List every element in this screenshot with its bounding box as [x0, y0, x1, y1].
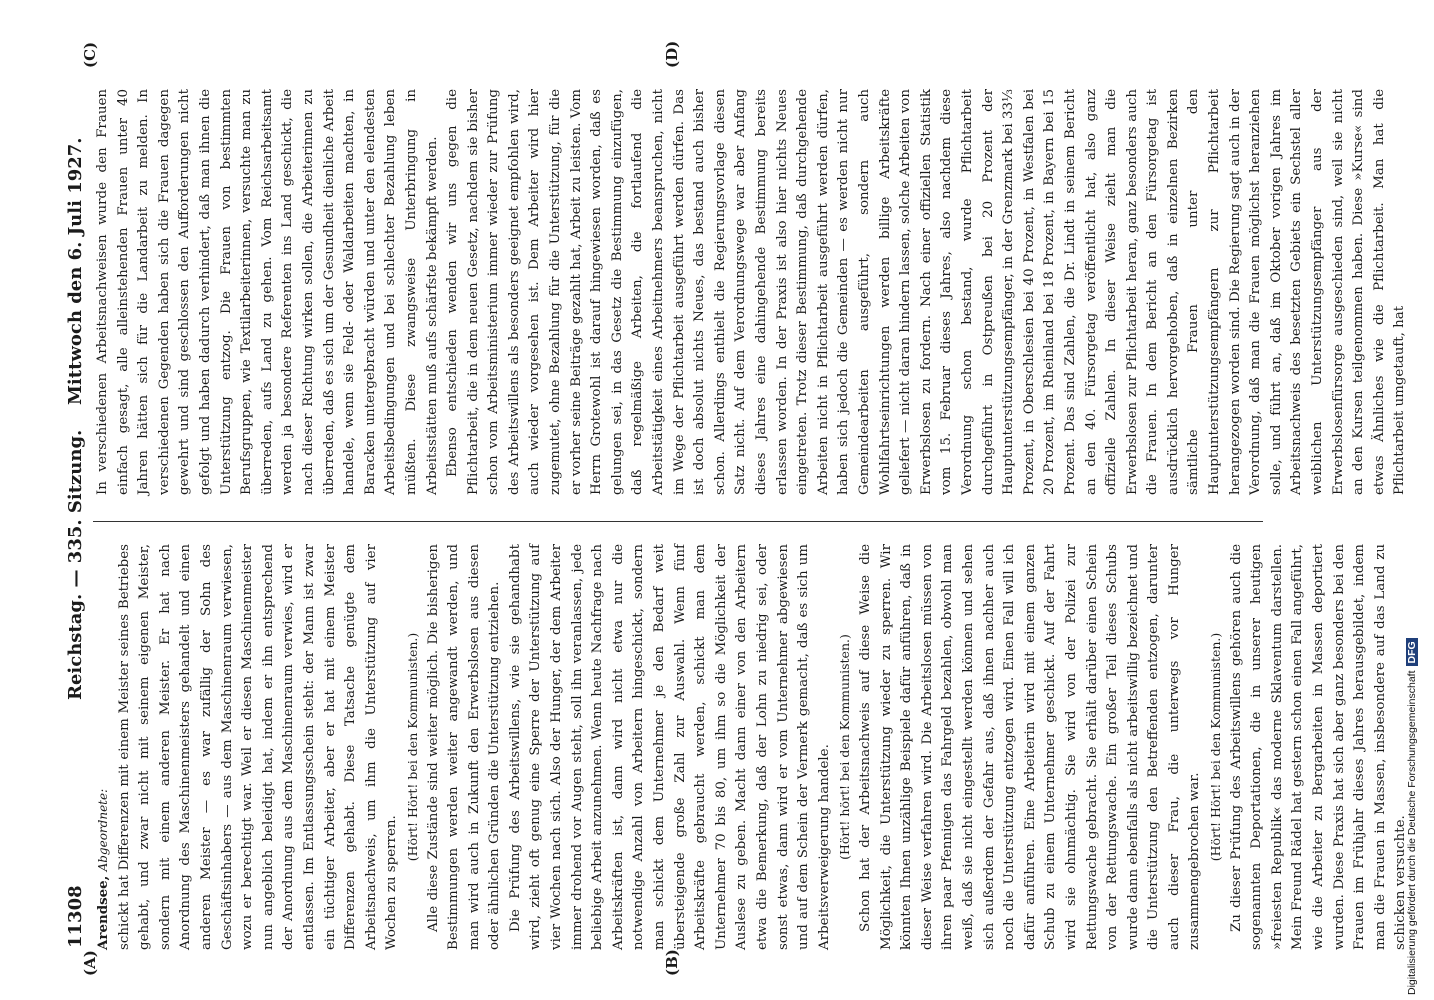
- speaker-name: Arendsee,: [95, 875, 111, 950]
- funding-note: [1406, 0, 1426, 995]
- margin-marker-c: (C): [81, 41, 99, 68]
- margin-marker-b: (B): [663, 949, 681, 976]
- paragraph: Alle diese Zustände sind weiter möglich. Die bisherigen Bestimmungen werden weiter angewandt werden, und man wird auch in Zukunft den Erwerbslosen aus diesen oder ähnlichen Gründen die Unterstützung entziehen.: [425, 544, 503, 950]
- margin-marker-d: (D): [663, 40, 681, 68]
- paragraph: Ebenso entschieden wenden wir uns gegen die Pflichtarbeit, die in dem neuen Gesetz, nachdem sie bisher schon vom Arbeitsministerium immer wieder zur Prüfung des Arbeitswillens als besonders geeignet empfohlen wird, auch wieder vorgesehen ist. Dem Arbeiter wird hier zugemutet, ohne Bezahlung für die Unterstützung, für die er vorher seine Beiträge gezahlt hat, Arbeit zu leisten. Vom Herrn Grotewohl ist darauf hingewiesen worden, daß es gelungen sei, in das Gesetz die Bestimmung einzufügen, daß regelmäßige Arbeiten, die fortlaufend die Arbeitstätigkeit eines Arbeitnehmers beanspruchen, nicht im Wege der Pflichtarbeit ausgeführt werden dürfen. Das ist doch absolut nichts Neues, das bestand auch bisher schon. Allerdings enthielt die Regierungsvorlage diesen Satz nicht. Auf dem Verordnungswege war aber Anfang dieses Jahres eine dahingehende Bestimmung bereits erlassen worden. In der Praxis ist also hier nichts Neues eingetreten. Trotz dieser Bestimmung, daß durchgehende Arbeiten nicht in Pflichtarbeit ausgeführt werden dürfen, haben sich jedoch die Gemeinden — es werden nicht nur Gemeindearbeiten ausgeführt, sondern auch Wohlfahrtseinrichtungen werden billige Arbeitskräfte geliefert — nicht daran hindern lassen, solche Arbeiten von Erwerbslosen zu fordern. Nach einer offiziellen Statistik vom 15. Februar dieses Jahres, also nachdem diese Verordnung schon bestand, wurde Pflichtarbeit durchgeführt in Ostpreußen bei 20 Prozent der Hauptunterstützungsempfänger, in der Grenzmark bei 33⅓ Prozent, in Oberschlesien bei 40 Prozent, in Westfalen bei 20 Prozent, im Rheinland bei 18 Prozent, in Bayern bei 15 Prozent. Das sind Zahlen, die Dr. Lindt in seinem Bericht an den 40. Fürsorgetag veröffentlicht hat, also ganz offizielle Zahlen. In dieser Weise zieht man die Erwerbslosen zur Pflichtarbeit heran, ganz besonders auch die Frauen. In dem Bericht an den Fürsorgetag ist ausdrücklich hervorgehoben, daß in einzelnen Bezirken sämtliche Frauen unter den Hauptunterstützungsempfängern zur Pflichtarbeit herangezogen worden sind. Die Regierung sagt auch in der Verordnung, daß man die Frauen möglichst heranziehen solle, und führt an, daß im Oktober vorigen Jahres im Arbeitsnachweis des besetzten Gebiets ein Sechstel aller weiblichen Unterstützungsempfänger aus der Erwerbslosenfürsorge ausgeschieden sind, weil sie nicht an den Kursen teilgenommen haben. Diese »Kurse« sind etwas Ähnliches wie die Pflichtarbeit. Man hat die Pflichtarbeit umgetauft, hat: [445, 89, 1408, 495]
- left-column: [93, 544, 1409, 950]
- rotated-document: [63, 40, 1409, 976]
- paragraph: schickt hat Differenzen mit einem Meister seines Betriebes gehabt, und zwar nicht mit seinem eigenen Meister, sondern mit einem anderen Meister. Er hat nach Anordnung des Maschinenmeisters gehandelt und einen anderen Meister — es war zufällig der Sohn des Geschäftsinhabers — aus dem Maschinenraum verwiesen, wozu er berechtigt war. Weil er diesen Maschinenmeister nun angeblich beleidigt hat, indem er ihn entsprechend der Anordnung aus dem Maschinenraum verwies, wird er entlassen. Im Entlassungsschein steht: der Mann ist zwar ein tüchtiger Arbeiter, aber er hat mit einem Meister Differenzen gehabt. Diese Tatsache genügte dem Arbeitsnachweis, um ihm die Unterstützung auf vier Wochen zu sperren.: [116, 544, 400, 950]
- column-divider: [93, 521, 1263, 522]
- paragraph: Die Prüfung des Arbeitswillens, wie sie gehandhabt wird, zieht oft genug eine Sperre der Unterstützung auf vier Wochen nach sich. Also der Hunger, der dem Arbeiter immer drohend vor Augen steht, soll ihn veranlassen, jede beliebige Arbeit anzunehmen. Wenn heute Nachfrage nach Arbeitskräften ist, dann wird nicht etwa nur die notwendige Anzahl von Arbeitern hingeschickt, sondern man schickt dem Unternehmer je den Bedarf weit übersteigende große Zahl zur Auswahl. Wenn fünf Arbeitskräfte gebraucht werden, schickt man dem Unternehmer 70 bis 80, um ihm so die Möglichkeit der Auslese zu geben. Macht dann einer von den Arbeitern etwa die Bemerkung, daß der Lohn zu niedrig sei, oder sonst etwas, dann wird er vom Unternehmer abgewiesen und auf dem Schein der Vermerk gemacht, daß es sich um Arbeitsverweigerung handele.: [507, 544, 832, 950]
- right-column: [93, 89, 1408, 495]
- session-title: Reichstag. — 335. Sitzung.: [65, 429, 86, 700]
- speaker-line: [93, 544, 115, 950]
- interjection: (Hört! Hört! bei den Kommunisten.): [404, 632, 420, 862]
- paragraph: Zu dieser Prüfung des Arbeitswillens gehören auch die sogenannten Deportationen, die in unserer heutigen »freiesten Republik« das moderne Sklaventum darstellen. Mein Freund Rädel hat gestern schon einen Fall angeführt, wie die Arbeiter zu Bergarbeiten in Massen deportiert wurden. Diese Praxis hat sich aber ganz besonders bei den Frauen im Frühjahr dieses Jahres herausgebildet, indem man die Frauen in Massen, insbesondere auf das Land zu schicken versuchte.: [1228, 544, 1409, 950]
- dfg-logo: DFG: [1406, 638, 1418, 666]
- interjection: (Hört! hört! bei den Kommunisten.): [837, 634, 853, 860]
- page-header: [63, 78, 91, 950]
- page-number: 11308: [65, 885, 86, 948]
- session-date: Mittwoch den 6. Juli 1927.: [65, 137, 86, 405]
- speaker-role: Abgeordnete:: [96, 788, 110, 872]
- funding-note-text: Digitalisierung gefördert durch die Deutsche Forschungsgemeinschaft: [1406, 670, 1418, 995]
- paragraph: In verschiedenen Arbeitsnachweisen wurde den Frauen einfach gesagt, alle alleinstehenden Frauen unter 40 Jahren hätten sich für die Landarbeit zu melden. In verschiedenen Gegenden haben sich die Frauen dagegen gewehrt und sind geschlossen den Aufforderungen nicht gefolgt und haben dadurch verhindert, daß man ihnen die Unterstützung entzog. Die Frauen von bestimmten Berufsgruppen, wie Textilarbeiterinnen, versuchte man zu überreden, aufs Land zu gehen. Vom Reichsarbeitsamt werden ja besondere Referenten ins Land geschickt, die nach dieser Richtung wirken sollen, die Arbeiterinnen zu überreden, daß es sich um der Gesundheit dienliche Arbeit handele, wenn sie Feld- oder Waldarbeiten machten, in Baracken untergebracht würden und unter den elendesten Arbeitsbedingungen und bei schlechter Bezahlung leben müßten. Diese zwangsweise Unterbringung in Arbeitsstätten muß aufs schärfste bekämpft werden.: [95, 89, 440, 495]
- paragraph: Schon hat der Arbeitsnachweis auf diese Weise die Möglichkeit, die Unterstützung wieder zu sperren. Wir könnten Ihnen unzählige Beispiele dafür anführen, daß in dieser Weise verfahren wird. Die Arbeitslosen müssen von ihren paar Pfennigen das Fahrgeld bezahlen, obwohl man weiß, daß sie nicht eingestellt werden können und sehen sich außerdem der Gefahr aus, daß ihnen nachher auch noch die Unterstützung entzogen wird. Einen Fall will ich dafür anführen. Eine Arbeiterin wird mit einem ganzen Schub zu einem Unternehmer geschickt. Auf der Fahrt wird sie ohnmächtig. Sie wird von der Polizei zur Rettungswache gebracht. Sie erhält darüber einen Schein von der Rettungswache. Ein großer Teil dieses Schubs wurde dann ebenfalls als nicht arbeitswillig bezeichnet und die Unterstützung den Betreffenden entzogen, darunter auch dieser Frau, die unterwegs vor Hunger zusammengebrochen war.: [857, 544, 1203, 950]
- interjection: (Hört! Hört! bei den Kommunisten.): [1208, 632, 1224, 862]
- margin-marker-a: (A): [81, 950, 99, 976]
